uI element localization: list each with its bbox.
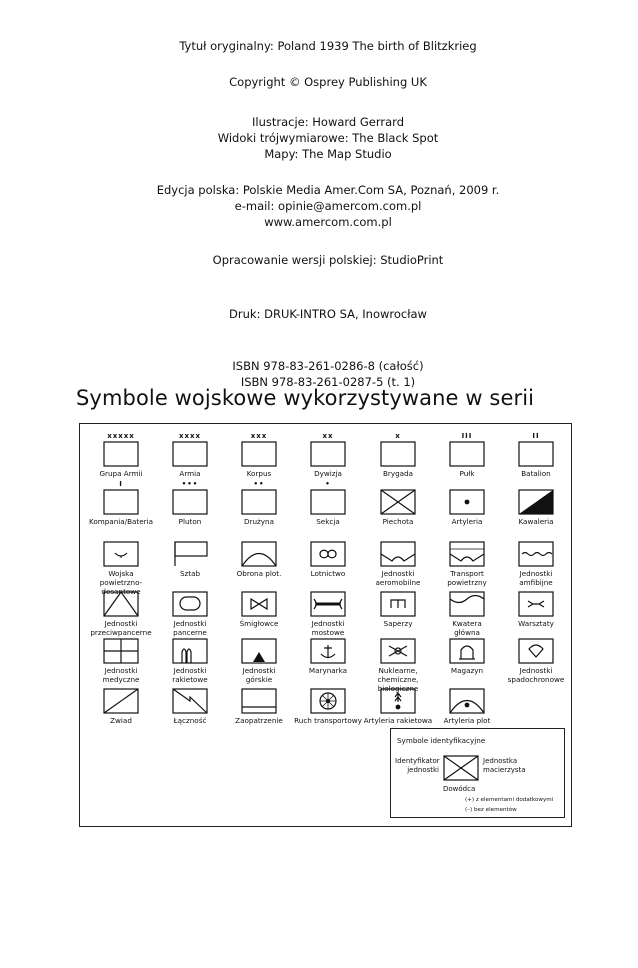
symbol-label: Kompania/Bateria <box>88 517 154 526</box>
symbol-item <box>501 629 571 684</box>
credits-line: Widoki trójwymiarowe: The Black Spot <box>217 131 439 145</box>
symbol-item <box>432 629 502 675</box>
symbol-label: Wojska powietrzno- desantowe <box>99 569 143 596</box>
box-icon <box>172 489 208 515</box>
symbol-item <box>363 679 433 725</box>
echelon-mark <box>155 679 225 688</box>
symbol-item <box>293 480 363 526</box>
credits-block <box>0 306 638 322</box>
symbol-label: Grupa Armii <box>99 469 143 478</box>
symbol-label: Artyleria plot <box>443 716 491 725</box>
workshop-icon <box>518 591 554 617</box>
symbol-item <box>224 432 294 478</box>
credits-block <box>0 182 638 230</box>
echelon-mark <box>155 629 225 638</box>
echelon-mark <box>293 582 363 591</box>
symbol-label: Jednostki aeromobilne <box>375 569 421 587</box>
symbol-label: Jednostki przeciwpancerne <box>90 619 152 637</box>
mountain-icon <box>241 638 277 664</box>
transport-icon <box>310 688 346 714</box>
echelon-mark <box>501 629 571 638</box>
symbol-label: Jednostki spadochronowe <box>507 666 565 684</box>
identification-symbol-icon <box>443 755 479 781</box>
symbol-item <box>363 432 433 478</box>
identification-title: Symbole identyfikacyjne <box>397 736 486 745</box>
symbol-label: Nuklearne, chemiczne, biologiczne <box>377 666 419 693</box>
rocket-icon <box>172 638 208 664</box>
symbol-item <box>363 480 433 526</box>
symbol-label: Saperzy <box>383 619 413 628</box>
symbol-label: Śmigłowce <box>239 619 279 628</box>
echelon-mark <box>363 629 433 638</box>
antitank-icon <box>103 591 139 617</box>
box-icon <box>241 489 277 515</box>
echelon-mark <box>363 679 433 688</box>
symbol-label: Jednostki mostowe <box>311 619 345 637</box>
symbol-label: Pułk <box>459 469 475 478</box>
symbol-label: Warsztaty <box>518 619 554 628</box>
symbol-label: Piechota <box>382 517 414 526</box>
supply-icon <box>241 688 277 714</box>
symbol-item <box>293 679 363 725</box>
navy-icon <box>310 638 346 664</box>
amphibious-icon <box>518 541 554 567</box>
echelon-mark <box>363 480 433 489</box>
symbol-label: Jednostki pancerne <box>173 619 207 637</box>
echelon-mark <box>224 679 294 688</box>
box-icon <box>172 441 208 467</box>
symbol-label: Artyleria rakietowa <box>363 716 433 725</box>
symbol-item <box>293 629 363 675</box>
echelon-mark <box>501 532 571 541</box>
box-icon <box>380 441 416 467</box>
echelon-mark: xxx <box>250 432 268 440</box>
credits-block <box>0 74 638 90</box>
rocketart-icon <box>380 688 416 714</box>
symbol-label: Dywizja <box>314 469 342 478</box>
hq-icon <box>172 541 208 567</box>
symbol-label: Batalion <box>521 469 551 478</box>
symbol-item <box>432 432 502 478</box>
box-icon <box>241 441 277 467</box>
symbol-label: Transport powietrzny <box>447 569 487 587</box>
symbol-label: Magazyn <box>450 666 484 675</box>
cavalry-icon <box>518 489 554 515</box>
symbol-label: Kwatera główna <box>452 619 482 637</box>
aviation-icon <box>310 541 346 567</box>
symbol-label: Sztab <box>179 569 201 578</box>
symbol-label: Korpus <box>246 469 272 478</box>
echelon-mark <box>155 532 225 541</box>
identification-right: Jednostka macierzysta <box>483 757 526 774</box>
engineer-icon <box>380 591 416 617</box>
echelon-mark: xxxx <box>178 432 202 440</box>
echelon-mark: xxxxx <box>107 432 135 440</box>
symbol-label: Obrona plot. <box>236 569 282 578</box>
symbol-label: Zaopatrzenie <box>235 716 283 725</box>
echelon-mark <box>363 532 433 541</box>
credits-line: ISBN 978-83-261-0287-5 (t. 1) <box>240 375 416 389</box>
symbol-item <box>155 432 225 478</box>
credits-line: Edycja polska: Polskie Media Amer.Com SA, Poznań, 2009 r. <box>156 183 500 197</box>
credits <box>0 38 638 404</box>
credits-line: Mapy: The Map Studio <box>264 147 392 161</box>
symbol-item <box>363 582 433 628</box>
symbol-item <box>86 629 156 684</box>
echelon-mark: x <box>395 432 401 440</box>
symbol-item <box>224 532 294 578</box>
armor-icon <box>172 591 208 617</box>
symbol-item <box>155 532 225 578</box>
symbol-item <box>432 532 502 587</box>
identification-box <box>390 728 565 818</box>
identification-left: Identyfikator jednostki <box>395 757 440 774</box>
echelon-mark <box>432 679 502 688</box>
echelon-mark <box>432 532 502 541</box>
credits-line: Druk: DRUK-INTRO SA, Inowrocław <box>229 307 427 321</box>
symbol-item <box>86 432 156 478</box>
airborne-icon <box>103 541 139 567</box>
artillery-icon <box>449 489 485 515</box>
box-icon <box>310 489 346 515</box>
echelon-mark <box>293 629 363 638</box>
symbol-label: Pluton <box>178 517 202 526</box>
credits-line: e-mail: opinie@amercom.com.pl <box>234 199 422 213</box>
bridge-icon <box>310 591 346 617</box>
symbol-item <box>363 532 433 587</box>
credits-line: Opracowanie wersji polskiej: StudioPrint <box>212 253 444 267</box>
aaart-icon <box>449 688 485 714</box>
echelon-mark <box>432 629 502 638</box>
echelon-mark <box>86 582 156 591</box>
symbol-label: Zwiad <box>110 716 132 725</box>
echelon-mark <box>432 582 502 591</box>
echelon-mark: xx <box>322 432 334 440</box>
echelon-mark <box>86 532 156 541</box>
symbol-label: Jednostki górskie <box>242 666 276 684</box>
symbol-item <box>501 432 571 478</box>
hqflag-icon <box>449 591 485 617</box>
box-icon <box>449 441 485 467</box>
airmobile-icon <box>380 541 416 567</box>
echelon-mark: II <box>532 432 540 440</box>
signal-icon <box>172 688 208 714</box>
symbol-item <box>432 480 502 526</box>
symbol-label: Jednostki rakietowe <box>172 666 208 684</box>
echelon-mark <box>293 679 363 688</box>
symbol-item <box>155 679 225 725</box>
symbol-item <box>224 582 294 628</box>
note-plus: (+) z elementami dodatkowymi <box>465 797 554 803</box>
section-title: Symbole wojskowe wykorzystywane w serii <box>76 386 535 410</box>
box-icon <box>310 441 346 467</box>
symbol-label: Marynarka <box>308 666 348 675</box>
echelon-mark: • <box>325 480 331 488</box>
symbol-item <box>86 480 156 526</box>
note-minus: (–) bez elementów <box>465 807 517 813</box>
credits-block <box>0 38 638 54</box>
symbol-label: Artyleria <box>451 517 483 526</box>
credits-line: www.amercom.com.pl <box>264 215 392 229</box>
medical-icon <box>103 638 139 664</box>
symbol-item <box>293 532 363 578</box>
symbol-legend <box>79 423 572 827</box>
symbol-item <box>155 629 225 684</box>
echelon-mark <box>501 480 571 489</box>
symbol-item <box>86 679 156 725</box>
depot-icon <box>449 638 485 664</box>
echelon-mark <box>224 629 294 638</box>
symbol-label: Sekcja <box>316 517 340 526</box>
credits-line: Ilustracje: Howard Gerrard <box>251 115 404 129</box>
symbol-label: Drużyna <box>243 517 275 526</box>
symbol-label: Łączność <box>173 716 207 725</box>
symbol-label: Kawaleria <box>518 517 554 526</box>
antiair-icon <box>241 541 277 567</box>
echelon-mark: •• <box>253 480 265 488</box>
symbol-item <box>501 582 571 628</box>
symbol-item <box>224 480 294 526</box>
symbol-label: Ruch transportowy <box>294 716 362 725</box>
echelon-mark <box>432 480 502 489</box>
echelon-mark <box>363 582 433 591</box>
credits-line: Copyright © Osprey Publishing UK <box>229 75 427 89</box>
symbol-label: Brygada <box>382 469 414 478</box>
echelon-mark: III <box>461 432 473 440</box>
echelon-mark <box>86 679 156 688</box>
box-icon <box>518 441 554 467</box>
box-icon <box>103 441 139 467</box>
symbol-item <box>155 480 225 526</box>
credits-block <box>0 114 638 162</box>
symbol-item <box>224 629 294 684</box>
credits-line: Tytuł oryginalny: Poland 1939 The birth of Blitzkrieg <box>179 39 477 53</box>
echelon-mark <box>155 582 225 591</box>
nbc-icon <box>380 638 416 664</box>
echelon-mark <box>293 532 363 541</box>
box-icon <box>103 489 139 515</box>
airtransport-icon <box>449 541 485 567</box>
symbol-label: Jednostki medyczne <box>102 666 140 684</box>
parachute-icon <box>518 638 554 664</box>
echelon-mark: ••• <box>181 480 199 488</box>
symbol-item <box>293 432 363 478</box>
infantry-icon <box>380 489 416 515</box>
symbol-item <box>501 480 571 526</box>
echelon-mark <box>86 629 156 638</box>
echelon-mark <box>224 582 294 591</box>
symbol-item <box>501 532 571 587</box>
symbol-item <box>432 679 502 725</box>
credits-block <box>0 252 638 268</box>
symbol-item <box>224 679 294 725</box>
echelon-mark <box>501 582 571 591</box>
echelon-mark: I <box>119 480 123 488</box>
identification-bottom: Dowódca <box>443 785 476 793</box>
symbol-label: Lotnictwo <box>310 569 346 578</box>
echelon-mark <box>224 532 294 541</box>
credits-line: ISBN 978-83-261-0286-8 (całość) <box>232 359 424 373</box>
symbol-label: Armia <box>179 469 201 478</box>
recon-icon <box>103 688 139 714</box>
heli-icon <box>241 591 277 617</box>
symbol-label: Jednostki amfibijne <box>519 569 553 587</box>
